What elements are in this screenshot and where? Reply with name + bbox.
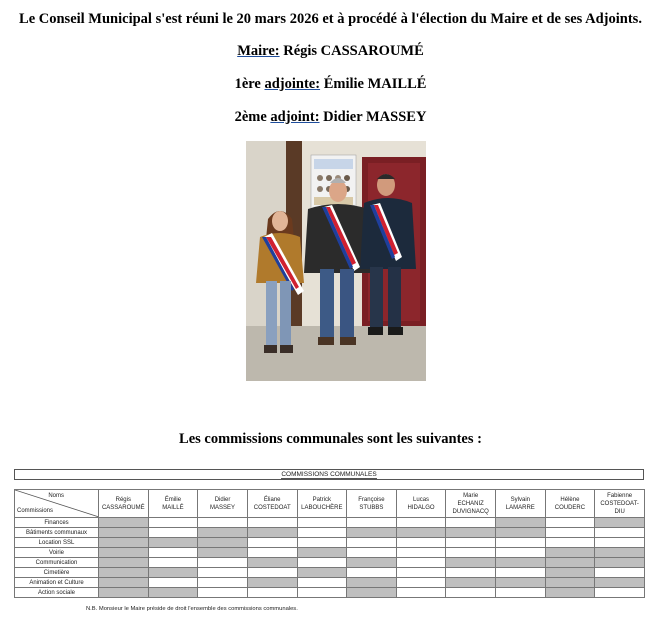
membership-cell-empty [496, 548, 546, 558]
membership-cell-filled [446, 578, 496, 588]
person-first-name: Fabienne [607, 492, 633, 499]
membership-cell-filled [545, 558, 595, 568]
membership-cell-empty [297, 528, 347, 538]
commissions-banner [14, 469, 644, 480]
person-last-name: HIDALGO [407, 504, 435, 511]
membership-cell-empty [347, 538, 397, 548]
membership-cell-filled [99, 568, 149, 578]
membership-cell-filled [99, 548, 149, 558]
membership-cell-filled [347, 558, 397, 568]
membership-cell-empty [396, 588, 446, 598]
membership-cell-empty [247, 518, 297, 528]
person-first-name: Patrick [312, 496, 331, 503]
commission-label: Voirie [15, 548, 99, 558]
membership-cell-empty [148, 518, 198, 528]
person-last-name: CASSAROUMÉ [101, 504, 145, 511]
person-header [446, 490, 496, 518]
person-last-name: STUBBS [359, 504, 384, 511]
membership-cell-filled [496, 558, 546, 568]
person-first-name: Françoise [358, 496, 385, 503]
membership-cell-empty [347, 548, 397, 558]
adjoint1-label: adjointe: [264, 76, 321, 92]
photo-illustration [246, 141, 426, 381]
membership-cell-empty [446, 538, 496, 548]
commission-row [15, 528, 645, 538]
membership-cell-empty [396, 568, 446, 578]
person-last-name: MASSEY [210, 504, 236, 511]
person-header [297, 490, 347, 518]
membership-cell-filled [496, 528, 546, 538]
membership-cell-empty [198, 518, 248, 528]
commissions-heading: Les commissions communales sont les suivantes : [179, 431, 482, 447]
adjoint2-line [0, 108, 661, 126]
membership-cell-filled [99, 558, 149, 568]
membership-cell-filled [545, 578, 595, 588]
person-header [198, 490, 248, 518]
person-last-name: ECHANIZ DUVIGNACQ [452, 500, 489, 515]
membership-cell-filled [99, 538, 149, 548]
membership-cell-filled [347, 578, 397, 588]
membership-cell-filled [545, 568, 595, 578]
membership-cell-filled [247, 528, 297, 538]
corner-noms: Noms [48, 493, 64, 499]
membership-cell-filled [446, 528, 496, 538]
membership-cell-empty [198, 558, 248, 568]
membership-cell-empty [545, 538, 595, 548]
membership-cell-empty [396, 538, 446, 548]
person-header [396, 490, 446, 518]
person-header [247, 490, 297, 518]
commission-label: Action sociale [15, 588, 99, 598]
membership-cell-filled [198, 538, 248, 548]
membership-cell-filled [297, 568, 347, 578]
membership-cell-filled [148, 588, 198, 598]
membership-cell-empty [396, 518, 446, 528]
commission-label: Finances [15, 518, 99, 528]
membership-cell-filled [595, 548, 645, 558]
commission-row [15, 518, 645, 528]
membership-cell-filled [595, 558, 645, 568]
membership-cell-filled [347, 588, 397, 598]
person-last-name: COSTEDOAT [253, 504, 291, 511]
commission-row [15, 578, 645, 588]
adjoint1-rank: 1ère [234, 76, 265, 92]
person-last-name: MAILLÉ [162, 504, 184, 511]
membership-cell-empty [198, 568, 248, 578]
membership-cell-filled [496, 518, 546, 528]
membership-cell-filled [148, 568, 198, 578]
membership-cell-empty [595, 588, 645, 598]
membership-cell-filled [396, 528, 446, 538]
membership-cell-empty [198, 588, 248, 598]
membership-cell-filled [247, 558, 297, 568]
membership-cell-empty [446, 588, 496, 598]
membership-cell-empty [396, 578, 446, 588]
membership-cell-empty [446, 548, 496, 558]
membership-cell-filled [545, 588, 595, 598]
person-header [99, 490, 149, 518]
membership-cell-empty [347, 518, 397, 528]
maire-line [0, 42, 661, 60]
adjoint2-label: adjoint: [270, 109, 320, 125]
person-header [545, 490, 595, 518]
commission-label: Communication [15, 558, 99, 568]
person-first-name: Marie [463, 492, 479, 499]
adjoint2-name: Didier MASSEY [319, 109, 427, 125]
person-last-name: COSTEDOAT-DIU [600, 500, 639, 515]
person-first-name: Didier [214, 496, 231, 503]
commission-row [15, 568, 645, 578]
membership-cell-empty [496, 538, 546, 548]
person-header [148, 490, 198, 518]
membership-cell-filled [595, 578, 645, 588]
membership-cell-empty [595, 568, 645, 578]
membership-cell-empty [148, 548, 198, 558]
maire-label: Maire: [237, 43, 280, 59]
membership-cell-empty [446, 568, 496, 578]
membership-cell-filled [148, 538, 198, 548]
person-first-name: Sylvain [510, 496, 530, 503]
commission-row [15, 538, 645, 548]
membership-cell-filled [545, 548, 595, 558]
membership-cell-filled [297, 548, 347, 558]
membership-cell-empty [545, 528, 595, 538]
commissions-table [14, 489, 645, 598]
person-first-name: Lucas [413, 496, 430, 503]
membership-cell-filled [99, 528, 149, 538]
adjoint1-name: Émilie MAILLÉ [320, 76, 427, 92]
membership-cell-empty [297, 538, 347, 548]
membership-cell-empty [595, 538, 645, 548]
membership-cell-filled [99, 518, 149, 528]
membership-cell-empty [396, 558, 446, 568]
commission-row [15, 588, 645, 598]
membership-cell-empty [545, 518, 595, 528]
person-first-name: Émilie [164, 496, 182, 503]
person-header [496, 490, 546, 518]
person-last-name: LAMARRE [505, 504, 535, 511]
person-first-name: Hélène [560, 496, 580, 503]
person-header [595, 490, 645, 518]
membership-cell-empty [247, 588, 297, 598]
membership-cell-filled [99, 588, 149, 598]
membership-cell-empty [148, 528, 198, 538]
adjoint2-rank: 2ème [234, 109, 271, 125]
membership-cell-empty [496, 588, 546, 598]
membership-cell-empty [347, 568, 397, 578]
commission-row [15, 558, 645, 568]
membership-cell-filled [347, 528, 397, 538]
membership-cell-filled [198, 528, 248, 538]
membership-cell-filled [446, 558, 496, 568]
person-first-name: Éliane [263, 496, 281, 503]
membership-cell-filled [496, 578, 546, 588]
person-header [347, 490, 397, 518]
commission-label: Bâtiments communaux [15, 528, 99, 538]
membership-cell-empty [148, 558, 198, 568]
intro-text: Le Conseil Municipal s'est réuni le 20 mars 2026 et à procédé à l'élection du Maire et de ses Adjoints. [19, 11, 642, 27]
membership-cell-empty [148, 578, 198, 588]
membership-cell-filled [247, 578, 297, 588]
membership-cell-empty [297, 588, 347, 598]
commission-row [15, 548, 645, 558]
person-last-name: COUDERC [554, 504, 586, 511]
commissions-banner-title: COMMISSIONS COMMUNALES [281, 471, 377, 478]
footnote: N.B. Monsieur le Maire préside de droit l'ensemble des commissions communales. [86, 606, 298, 612]
membership-cell-empty [247, 538, 297, 548]
membership-cell-empty [297, 518, 347, 528]
person-first-name: Régis [115, 496, 131, 503]
membership-cell-empty [396, 548, 446, 558]
elected-officials-photo [246, 141, 426, 381]
membership-cell-empty [247, 568, 297, 578]
commission-label: Animation et Culture [15, 578, 99, 588]
commission-label: Location SSL [15, 538, 99, 548]
membership-cell-empty [247, 548, 297, 558]
corner-commissions: Commissions [17, 508, 54, 514]
commission-label: Cimetière [15, 568, 99, 578]
membership-cell-filled [595, 518, 645, 528]
corner-cell [15, 490, 99, 518]
membership-cell-empty [446, 518, 496, 528]
table-header-row [15, 490, 645, 518]
membership-cell-filled [99, 578, 149, 588]
membership-cell-filled [198, 548, 248, 558]
membership-cell-empty [297, 578, 347, 588]
membership-cell-empty [496, 568, 546, 578]
adjoint1-line [0, 75, 661, 93]
person-last-name: LABOUCHÈRE [301, 504, 343, 511]
membership-cell-empty [595, 528, 645, 538]
membership-cell-empty [297, 558, 347, 568]
membership-cell-empty [198, 578, 248, 588]
maire-name: Régis CASSAROUMÉ [279, 43, 424, 59]
